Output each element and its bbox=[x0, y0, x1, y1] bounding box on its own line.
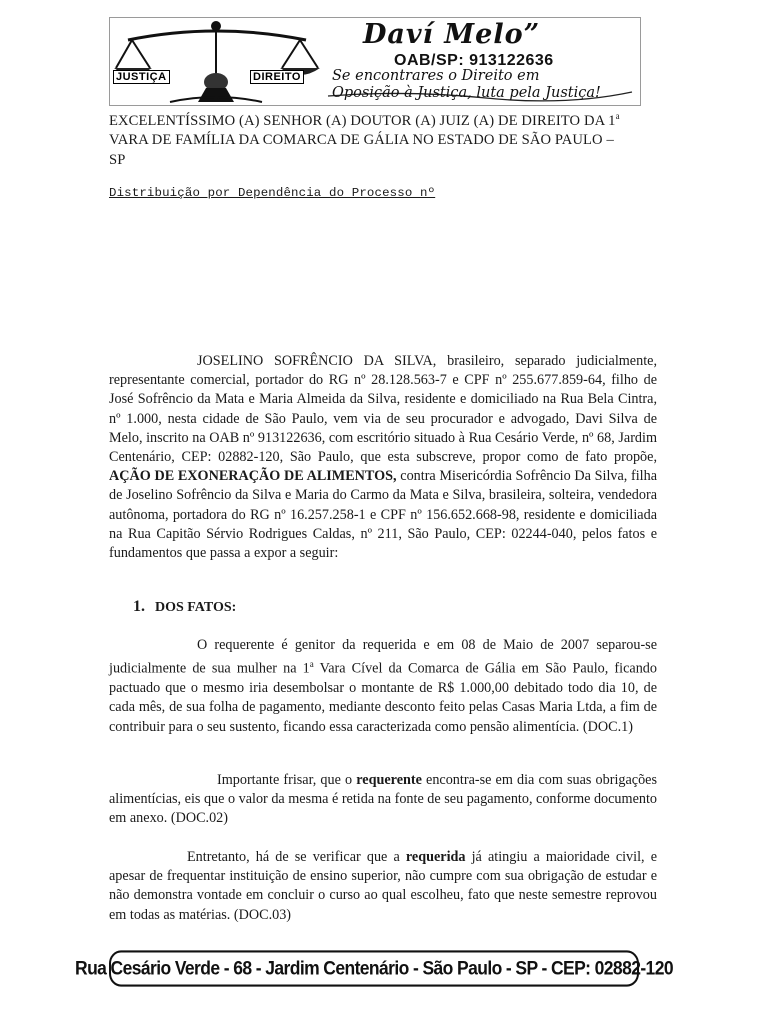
paragraph-qualification: JOSELINO SOFRÊNCIO DA SILVA, brasileiro, separado judicialmente, representante comercial, portador do RG nº 28.128.563-7 e CPF nº 255.677.859-64, filho de José Sofrêncio da Mata e Maria Almeida da Silva, residente e domiciliado na Rua Bela Cintra, nº 1.000, nesta cidade de São Paulo, vem via de seu procurador e advogado, Davi Silva de Melo, inscrito na OAB nº 913122636, com escritório situado à Rua Cesário Verde, nº 68, Jardim Centenário, CEP: 02882-120, São Paulo, que esta subscreve, propor como de fato propõe, AÇÃO DE EXONERAÇÃO DE ALIMENTOS, contra Misericórdia Sofrêncio Da Silva, filha de Joselino Sofrêncio da Silva e Maria do Carmo da Mata e Silva, brasileira, solteira, vendedora autônoma, portadora do RG nº 16.257.258-1 e CPF nº 156.652.668-98, residente e domiciliada na Rua Capitão Sérvio Rodrigues Caldas, nº 211, São Paulo, CEP: 02244-040, pelos fatos e fundamentos que passa a expor a seguir: bbox=[109, 353, 657, 562]
footer-address: Rua Cesário Verde - 68 - Jardim Centenário - São Paulo - SP - CEP: 02882-120 bbox=[109, 950, 639, 986]
motto-line-2: Oposição à Justiça, luta pela Justiça! bbox=[332, 85, 601, 101]
direito-label: DIREITO bbox=[250, 70, 304, 84]
oab-number: OAB/SP: 913122636 bbox=[394, 52, 554, 69]
paragraph-facts-1: O requerente é genitor da requerida e em 08 de Maio de 2007 separou-se judicialmente de sua mulher na 1$^a$ Vara Cível da Comarca de Gália em São Paulo, ficando pactuado que o mesmo iria desembolsar o montante de R$ 1.000,00 debitado todo dia 10, de cada mês, de sua folha de pagamento, mediante desconto feito pelas Casas Maria Ltda, a fim de contribuir para o seu sustento, ficando essa caracterizada como pensão alimentícia. (DOC.1) bbox=[109, 637, 657, 735]
distribution-line: Distribuição por Dependência do Processo nº bbox=[109, 186, 436, 200]
paragraph-facts-3: Entretanto, há de se verificar que a requerida já atingiu a maioridade civil, e apesar de frequentar instituição de ensino superior, não cumpre com sua obrigação de estudar e não demonstra vontade em concluir o curso ao qual escolheu, fato que neste semestre reprovou em todas as matérias. (DOC.03) bbox=[109, 849, 657, 923]
section-heading: 1. DOS FATOS: bbox=[133, 598, 237, 615]
motto-line-1: Se encontrares o Direito em bbox=[332, 68, 540, 84]
scales-of-justice-icon bbox=[110, 18, 326, 105]
paragraph-facts-2: Importante frisar, que o requerente encontra-se em dia com suas obrigações alimentícias, eis que o valor da mesma é retida na fonte de seu pagamento, conforme documento em anexo. (DOC.02) bbox=[109, 772, 657, 827]
justica-label: JUSTIÇA bbox=[113, 70, 170, 84]
lawyer-name: Daví Melo” bbox=[363, 19, 541, 50]
addressee-block bbox=[109, 107, 657, 170]
addressee-line-2: VARA DE FAMÍLIA DA COMARCA DE GÁLIA NO ESTADO DE SÃO PAULO – bbox=[109, 132, 614, 149]
addressee-line-1: EXCELENTÍSSIMO (A) SENHOR (A) DOUTOR (A) JUIZ (A) DE DIREITO DA 1$^a$ bbox=[109, 111, 620, 129]
letterhead bbox=[109, 17, 641, 106]
addressee-line-3: SP bbox=[109, 151, 126, 168]
